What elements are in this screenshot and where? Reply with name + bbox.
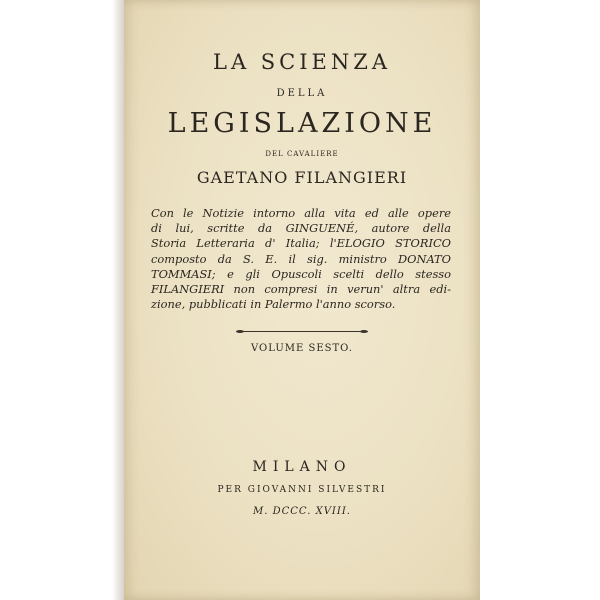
description-line: di lui, scritte da GINGUENÉ, autore della bbox=[151, 221, 451, 236]
description-line: composto da S. E. il sig. ministro DONATO bbox=[151, 251, 451, 266]
imprint-city: MILANO bbox=[252, 459, 352, 475]
description-line: zione, pubblicati in Palermo l'anno scorso. bbox=[151, 297, 396, 312]
title-page bbox=[124, 0, 480, 600]
description-line: Con le Notizie intorno alla vita ed alle opere bbox=[151, 206, 451, 220]
volume-label: VOLUME SESTO. bbox=[251, 343, 353, 354]
author-name: GAETANO FILANGIERI bbox=[196, 168, 408, 187]
title-line-1: LA SCIENZA bbox=[213, 50, 391, 74]
description-line: FILANGIERI non compresi in verun' altra edi- bbox=[151, 282, 451, 297]
author-prefix: DEL CAVALIERE bbox=[265, 150, 339, 158]
description-line: TOMMASI; e gli Opuscoli scelti dello stesso bbox=[151, 266, 451, 281]
description-line: Storia Letteraria d' Italia; l'ELOGIO STORICO bbox=[151, 236, 451, 251]
ornamental-rule bbox=[239, 331, 365, 332]
imprint-year: M. DCCC. XVIII. bbox=[253, 506, 351, 517]
title-line-3: LEGISLAZIONE bbox=[167, 108, 437, 139]
title-line-2: DELLA bbox=[276, 88, 328, 99]
contents-description bbox=[151, 206, 451, 312]
imprint-publisher: PER GIOVANNI SILVESTRI bbox=[217, 485, 387, 495]
